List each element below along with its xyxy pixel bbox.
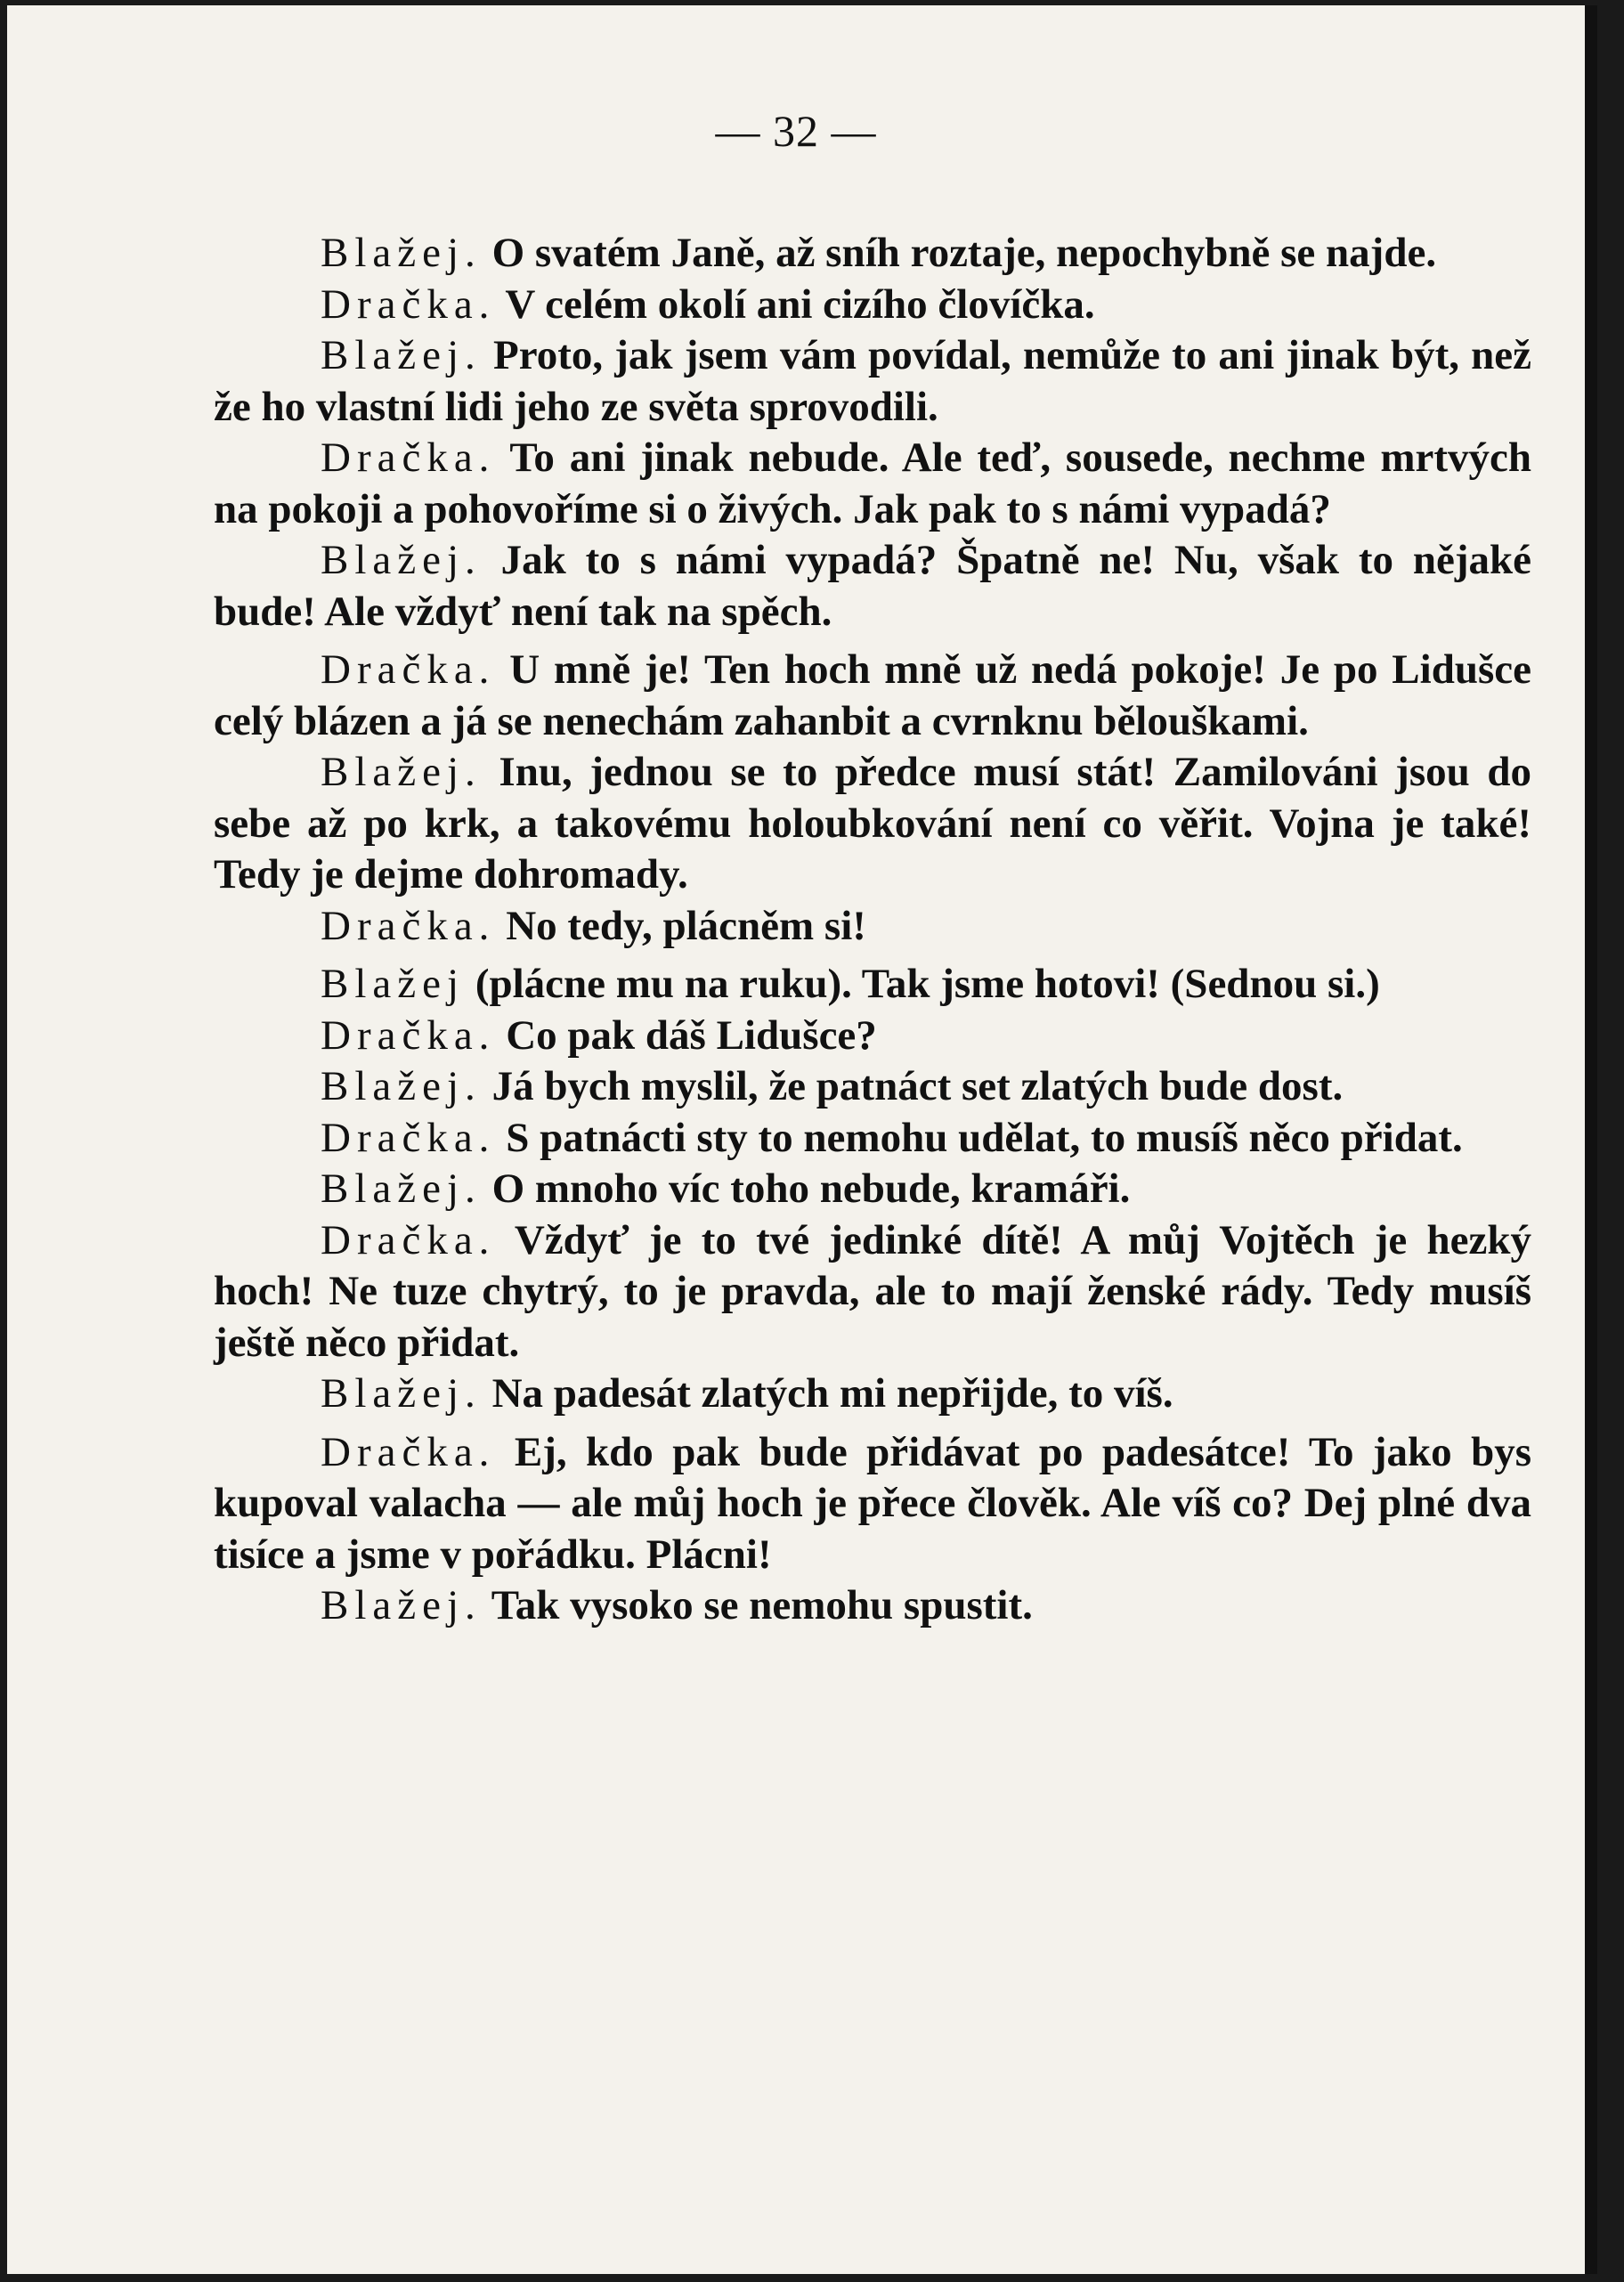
dialogue-paragraph [214, 1580, 1531, 1632]
speaker-name: Blažej. [321, 1063, 482, 1109]
dialogue-paragraph [214, 1061, 1531, 1113]
speaker-name: Dračka. [321, 1011, 496, 1059]
book-page [7, 5, 1597, 2274]
page-number: — 32 — [715, 106, 877, 156]
speech-text: Na padesát zlatých mi nepřijde, to víš. [491, 1370, 1173, 1417]
dialogue-paragraph [214, 645, 1531, 747]
speaker-name: Dračka. [321, 1114, 496, 1161]
speech-text: Inu, jednou se to předce musí stát! Zamilováni jsou do sebe až po krk, a takovému holoubkování není co věřit. Vojna je také! Tedy je dejme dohromady. [214, 749, 1531, 897]
speaker-name: Dračka. [321, 1428, 496, 1475]
dialogue-paragraph [214, 959, 1531, 1011]
speech-text: O svatém Janě, až sníh roztaje, nepochybně se najde. [491, 230, 1437, 276]
dialogue-paragraph [214, 433, 1531, 535]
speech-text: Vždyť je to tvé jedinké dítě! A můj Vojtěch je hezký hoch! Ne tuze chytrý, to je pravda, ale to mají ženské rády. Tedy musíš ještě něco přidat. [214, 1216, 1531, 1366]
dialogue-paragraph [214, 1011, 1531, 1062]
speech-text: V celém okolí ani cizího človíčka. [505, 280, 1095, 328]
speech-text: Co pak dáš Lidušce? [506, 1011, 877, 1059]
dialogue-paragraph [214, 228, 1531, 280]
speaker-name: Blažej. [321, 537, 482, 583]
speech-text: No tedy, plácněm si! [506, 902, 866, 949]
speaker-name: Blažej. [321, 332, 482, 378]
dialogue-paragraph [214, 1215, 1531, 1369]
speaker-name: Blažej. [321, 1370, 482, 1417]
dialogue-paragraph [214, 1427, 1531, 1581]
speaker-name: Blažej. [321, 1165, 482, 1212]
speaker-name: Blažej. [321, 1582, 482, 1628]
speech-text: Já bych myslil, že patnáct set zlatých bude dost. [491, 1063, 1344, 1109]
dialogue-paragraph [214, 1164, 1531, 1215]
dialogue-paragraph [214, 1368, 1531, 1420]
speech-text: To ani jinak nebude. Ale teď, sousede, nechme mrtvých na pokoji a pohovoříme si o živých. Jak pak to s námi vypadá? [214, 434, 1531, 532]
speaker-name: Dračka. [321, 902, 496, 949]
dialogue-paragraph [214, 1113, 1531, 1165]
speaker-name: Dračka. [321, 280, 496, 328]
speech-text: Proto, jak jsem vám povídal, nemůže to ani jinak být, než že ho vlastní lidi jeho ze světa sprovodili. [214, 332, 1532, 430]
speaker-name: Blažej [321, 961, 466, 1007]
speech-text: O mnoho víc toho nebude, kramáři. [491, 1165, 1131, 1212]
speech-text: S patnácti sty to nemohu udělat, to musíš něco přidat. [506, 1114, 1463, 1161]
speech-text: Tak vysoko se nemohu spustit. [491, 1582, 1033, 1628]
dialogue-paragraph [214, 280, 1531, 331]
speaker-name: Blažej. [321, 230, 482, 276]
speech-text: Ej, kdo pak bude přidávat po padesátce! To jako bys kupoval valacha — ale můj hoch je přece člověk. Ale víš co? Dej plné dva tisíce a jsme v pořádku. Plácni! [214, 1428, 1532, 1578]
speaker-name: Dračka. [321, 1216, 496, 1263]
dialogue-paragraph [214, 330, 1531, 433]
speech-text: (plácne mu na ruku). Tak jsme hotovi! (Sednou si.) [475, 961, 1380, 1007]
speaker-name: Dračka. [321, 646, 496, 693]
dialogue-paragraph [214, 901, 1531, 953]
dialogue-paragraph [214, 535, 1531, 637]
speaker-name: Dračka. [321, 434, 496, 481]
speaker-name: Blažej. [321, 749, 482, 795]
speech-text: Jak to s námi vypadá? Špatně ne! Nu, však to nějaké bude! Ale vždyť není tak na spěch. [214, 537, 1532, 635]
dialogue-text [214, 228, 1531, 1632]
dialogue-paragraph [214, 747, 1531, 901]
speech-text: U mně je! Ten hoch mně už nedá pokoje! Je po Lidušce celý blázen a já se nenechám zahanbit a cvrnknu bělouškami. [214, 646, 1531, 744]
